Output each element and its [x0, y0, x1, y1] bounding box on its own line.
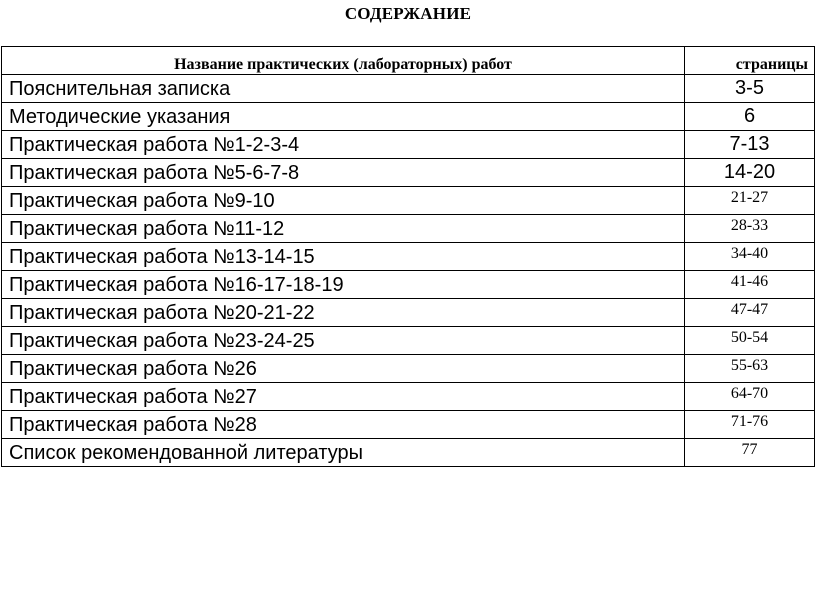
table-row — [2, 299, 815, 327]
row-title: Пояснительная записка — [2, 75, 685, 103]
table-row — [2, 439, 815, 467]
row-title: Практическая работа №23-24-25 — [2, 327, 685, 355]
row-title: Практическая работа №20-21-22 — [2, 299, 685, 327]
row-pages: 71-76 — [685, 411, 815, 439]
row-title: Практическая работа №11-12 — [2, 215, 685, 243]
table-row — [2, 271, 815, 299]
table-row — [2, 243, 815, 271]
row-pages: 47-47 — [685, 299, 815, 327]
page-title: СОДЕРЖАНИЕ — [344, 4, 472, 23]
row-pages: 34-40 — [685, 243, 815, 271]
table-row — [2, 103, 815, 131]
row-pages: 50-54 — [685, 327, 815, 355]
row-title: Методические указания — [2, 103, 685, 131]
row-title: Практическая работа №5-6-7-8 — [2, 159, 685, 187]
row-pages: 3-5 — [685, 75, 815, 103]
table-row — [2, 159, 815, 187]
row-title: Практическая работа №27 — [2, 383, 685, 411]
row-title: Практическая работа №13-14-15 — [2, 243, 685, 271]
row-title: Список рекомендованной литературы — [2, 439, 685, 467]
table-row — [2, 383, 815, 411]
row-pages: 64-70 — [685, 383, 815, 411]
row-pages: 14-20 — [685, 159, 815, 187]
table-row — [2, 327, 815, 355]
header-pages-column: страницы — [685, 47, 815, 75]
table-row — [2, 355, 815, 383]
row-pages: 77 — [685, 439, 815, 467]
table-header-row — [2, 47, 815, 75]
table-row — [2, 411, 815, 439]
row-title: Практическая работа №26 — [2, 355, 685, 383]
row-title: Практическая работа №1-2-3-4 — [2, 131, 685, 159]
row-pages: 55-63 — [685, 355, 815, 383]
row-pages: 21-27 — [685, 187, 815, 215]
table-row — [2, 131, 815, 159]
header-title-column: Название практических (лабораторных) работ — [2, 47, 685, 75]
contents-table — [1, 46, 815, 467]
row-pages: 28-33 — [685, 215, 815, 243]
table-row — [2, 187, 815, 215]
row-title: Практическая работа №28 — [2, 411, 685, 439]
row-pages: 41-46 — [685, 271, 815, 299]
table-row — [2, 215, 815, 243]
row-title: Практическая работа №9-10 — [2, 187, 685, 215]
row-title: Практическая работа №16-17-18-19 — [2, 271, 685, 299]
row-pages: 7-13 — [685, 131, 815, 159]
table-row — [2, 75, 815, 103]
row-pages: 6 — [685, 103, 815, 131]
